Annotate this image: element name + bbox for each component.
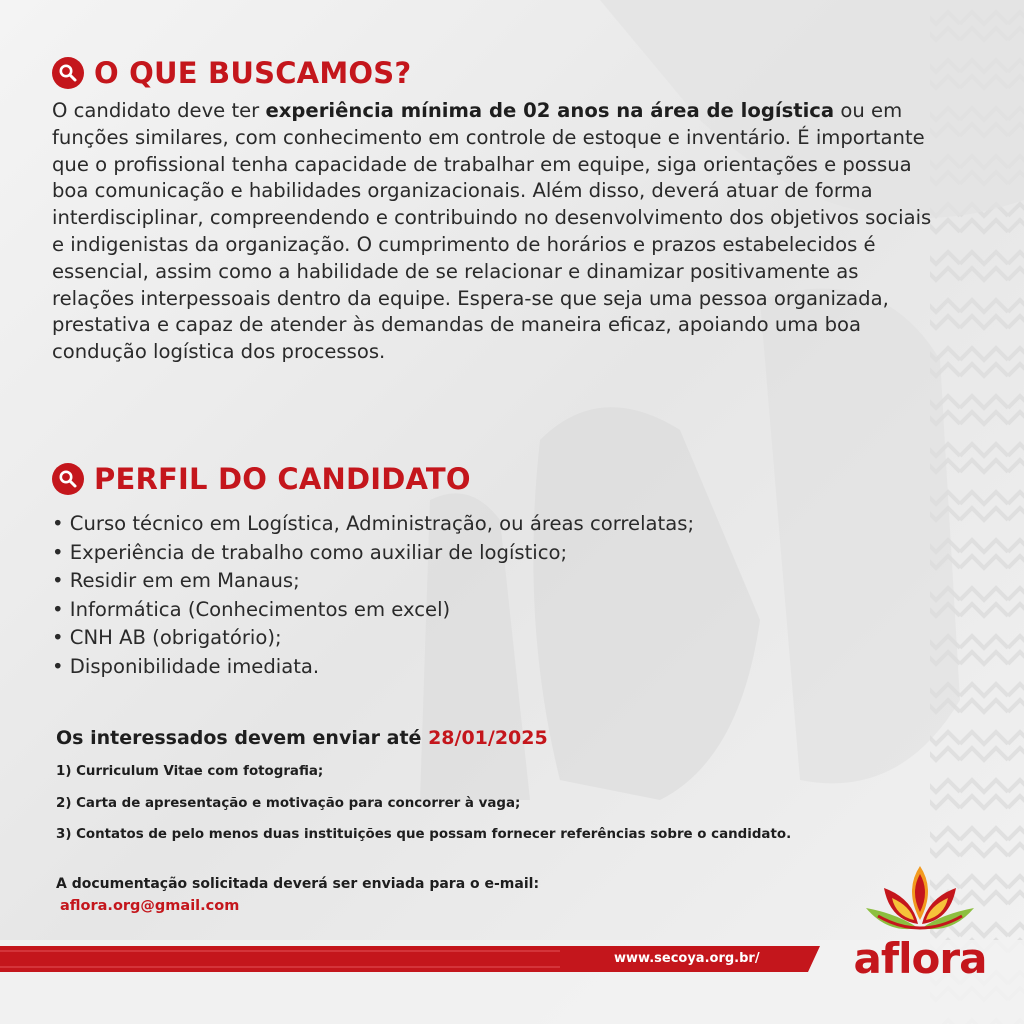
deadline-text: Os interessados devem enviar até — [56, 727, 429, 749]
website-link[interactable]: www.secoya.org.br/ — [614, 951, 760, 966]
search-icon — [52, 57, 84, 89]
deadline-date: 28/01/2025 — [428, 727, 548, 749]
document-item: 3) Contatos de pelo menos duas instituições que possam fornecer referências sobre o candidato. — [56, 827, 792, 842]
section-title-o-que-buscamos — [52, 56, 411, 90]
deadline-line — [56, 727, 548, 749]
list-item: • Curso técnico em Logística, Administração, ou áreas correlatas; — [52, 510, 694, 539]
list-item: • Disponibilidade imediata. — [52, 653, 694, 682]
email-link[interactable]: aflora.org@gmail.com — [60, 898, 240, 914]
search-icon — [52, 463, 84, 495]
list-item: • CNH AB (obrigatório); — [52, 624, 694, 653]
section-title-text: O QUE BUSCAMOS? — [94, 56, 412, 90]
list-item: • Experiência de trabalho como auxiliar de logístico; — [52, 539, 694, 568]
aflora-logo-text: aflora — [853, 934, 987, 983]
section-title-text: PERFIL DO CANDIDATO — [94, 462, 471, 496]
candidate-profile-list — [52, 510, 694, 682]
section-title-perfil-do-candidato — [52, 462, 471, 496]
requirements-highlight: experiência mínima de 02 anos na área de logística — [265, 99, 835, 122]
requirements-paragraph: O candidato deve ter experiência mínima de 02 anos na área de logística ou em funções similares, com conhecimento em controle de estoque e inventário. É importante que o profissional tenha capacidade de trabalhar em equipe, siga orientações e possua boa comunicação e habilidades organizacionais. Além disso, deverá atuar de forma interdisciplinar, compreendendo e contribuindo no desenvolvimento dos objetivos sociais e indigenistas da organização. O cumprimento de horários e prazos estabelecidos é essencial, assim como a habilidade de se relacionar e dinamizar positivamente as relações interpessoais dentro da equipe. Espera-se que seja uma pessoa organizada, prestativa e capaz de atender às demandas de maneira eficaz, apoiando uma boa condução logística dos processos. — [52, 99, 932, 364]
document-item: 1) Curriculum Vitae com fotografia; — [56, 764, 324, 779]
list-item: • Residir em em Manaus; — [52, 567, 694, 596]
email-instruction: A documentação solicitada deverá ser enviada para o e-mail: — [56, 876, 540, 892]
document-item: 2) Carta de apresentação e motivação para concorrer à vaga; — [56, 796, 521, 811]
list-item: • Informática (Conhecimentos em excel) — [52, 596, 694, 625]
